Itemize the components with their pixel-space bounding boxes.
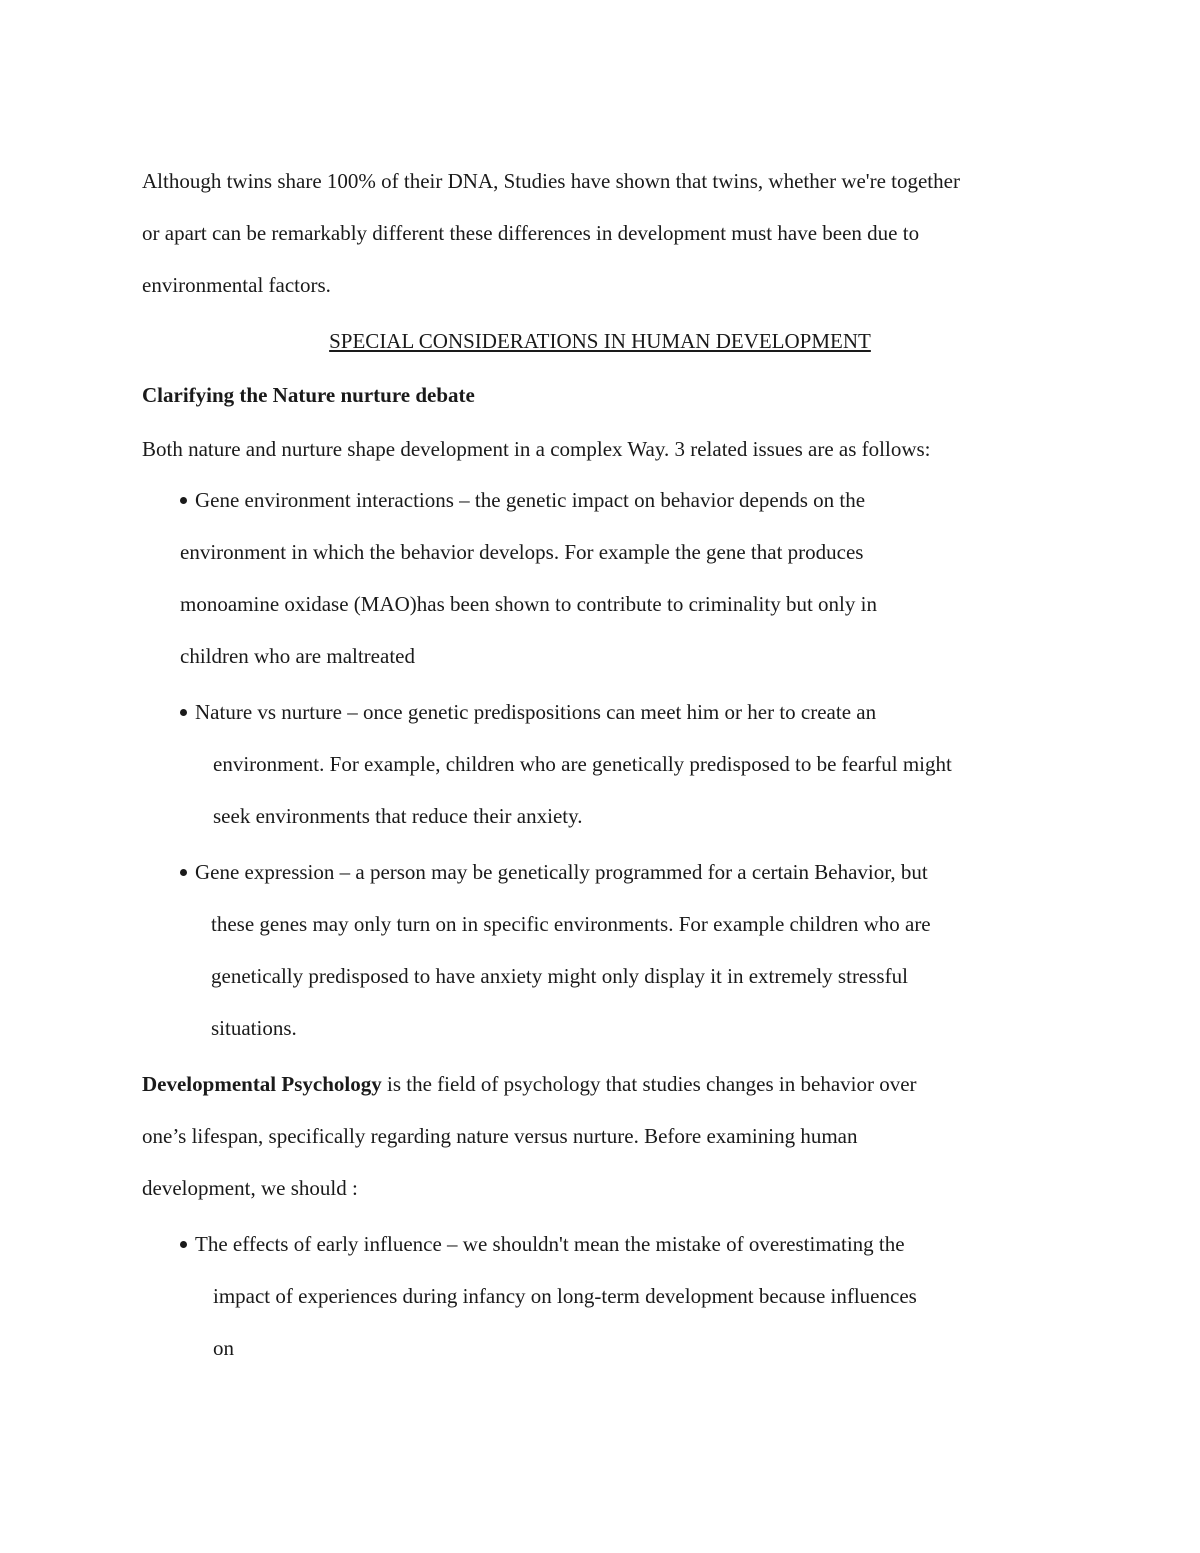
issue-2-line-1 bbox=[180, 699, 876, 725]
intro-line-3: environmental factors. bbox=[142, 273, 331, 297]
issue-2-line-2: environment. For example, children who are genetically predisposed to be fearful might bbox=[213, 752, 952, 776]
dev-psych-line-1-rest: is the field of psychology that studies changes in behavior over bbox=[381, 1072, 917, 1096]
issue-1-line-1 bbox=[180, 487, 865, 513]
issue-3-line-4: situations. bbox=[211, 1016, 297, 1040]
consideration-1-line-2: impact of experiences during infancy on long-term development because influences bbox=[213, 1284, 917, 1308]
consideration-1-text-1: The effects of early influence – we shouldn't mean the mistake of overestimating the bbox=[195, 1232, 905, 1256]
consideration-1-line-3: on bbox=[213, 1336, 234, 1360]
bullet-icon bbox=[180, 709, 187, 716]
bullet-icon bbox=[180, 1241, 187, 1248]
issue-3-line-2: these genes may only turn on in specific environments. For example children who are bbox=[211, 912, 931, 936]
issue-3-line-3: genetically predisposed to have anxiety might only display it in extremely stressful bbox=[211, 964, 908, 988]
consideration-1-line-1 bbox=[180, 1231, 905, 1257]
bullet-icon bbox=[180, 869, 187, 876]
issue-2-line-3: seek environments that reduce their anxiety. bbox=[213, 804, 583, 828]
intro-line-1: Although twins share 100% of their DNA, Studies have shown that twins, whether we're together bbox=[142, 169, 960, 193]
issue-3-text-1: Gene expression – a person may be genetically programmed for a certain Behavior, but bbox=[195, 860, 928, 884]
issue-1-line-3: monoamine oxidase (MAO)has been shown to contribute to criminality but only in bbox=[180, 592, 877, 616]
bullet-icon bbox=[180, 497, 187, 504]
issue-3-line-1 bbox=[180, 859, 928, 885]
dev-psych-term: Developmental Psychology bbox=[142, 1072, 382, 1096]
issue-1-line-4: children who are maltreated bbox=[180, 644, 415, 668]
lead-sentence: Both nature and nurture shape development in a complex Way. 3 related issues are as follows: bbox=[142, 437, 931, 461]
issue-1-line-2: environment in which the behavior develops. For example the gene that produces bbox=[180, 540, 864, 564]
section-heading: SPECIAL CONSIDERATIONS IN HUMAN DEVELOPMENT bbox=[329, 329, 871, 353]
dev-psych-line-2: one’s lifespan, specifically regarding nature versus nurture. Before examining human bbox=[142, 1124, 858, 1148]
dev-psych-line-3: development, we should : bbox=[142, 1176, 358, 1200]
subheading-nature-nurture: Clarifying the Nature nurture debate bbox=[142, 383, 475, 407]
intro-line-2: or apart can be remarkably different these differences in development must have been due to bbox=[142, 221, 920, 245]
issue-1-text-1: Gene environment interactions – the genetic impact on behavior depends on the bbox=[195, 488, 866, 512]
dev-psych-line-1 bbox=[142, 1071, 917, 1097]
issue-2-text-1: Nature vs nurture – once genetic predispositions can meet him or her to create an bbox=[195, 700, 877, 724]
